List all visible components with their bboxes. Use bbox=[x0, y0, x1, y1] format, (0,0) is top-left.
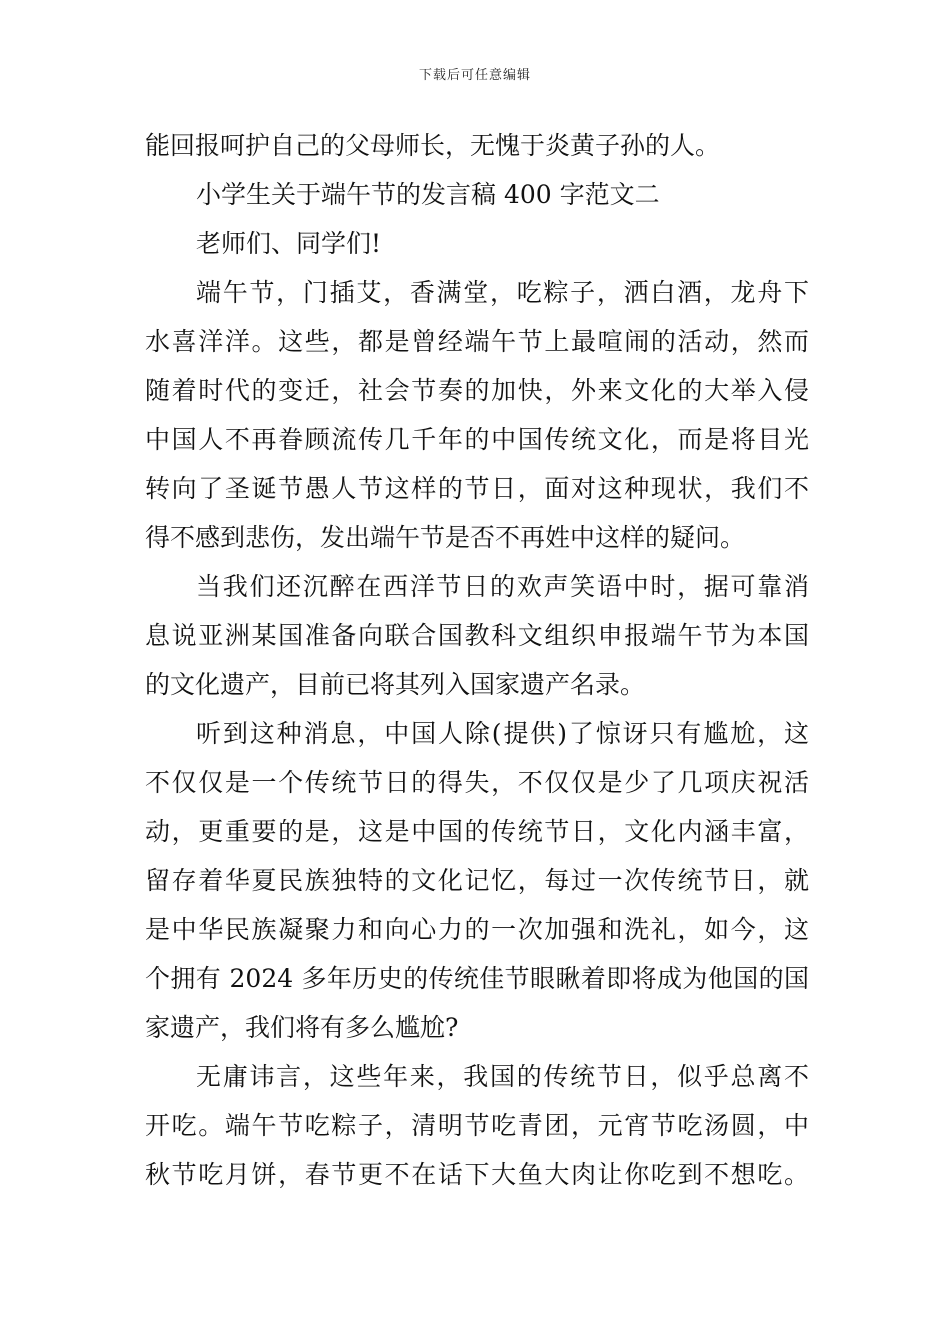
text-line: 留存着华夏民族独特的文化记忆，每过一次传统节日，就 bbox=[145, 866, 809, 895]
text-line: 转向了圣诞节愚人节这样的节日，面对这种现状，我们不 bbox=[145, 474, 809, 503]
text-line: 听到这种消息，中国人除(提供)了惊讶只有尴尬，这 bbox=[196, 719, 809, 748]
text-line: 无庸讳言，这些年来，我国的传统节日，似乎总离不 bbox=[196, 1062, 809, 1091]
text-line: 中国人不再眷顾流传几千年的中国传统文化，而是将目光 bbox=[145, 425, 809, 454]
text-line: 端午节，门插艾，香满堂，吃粽子，洒白酒，龙舟下 bbox=[196, 278, 809, 307]
text-line: 秋节吃月饼，春节更不在话下大鱼大肉让你吃到不想吃。 bbox=[145, 1160, 809, 1189]
text-line: 水喜洋洋。这些，都是曾经端午节上最喧闹的活动，然而 bbox=[145, 327, 809, 356]
page-header: 下载后可任意编辑 bbox=[418, 68, 531, 83]
text-line: 是中华民族凝聚力和向心力的一次加强和洗礼，如今，这 bbox=[145, 915, 809, 944]
text-line: 能回报呵护自己的父母师长，无愧于炎黄子孙的人。 bbox=[145, 131, 721, 160]
text-line: 家遗产，我们将有多么尴尬? bbox=[145, 1013, 459, 1042]
document-body bbox=[145, 121, 809, 1199]
text-line: 得不感到悲伤，发出端午节是否不再姓中这样的疑问。 bbox=[145, 523, 746, 552]
text-line: 的文化遗产，目前已将其列入国家遗产名录。 bbox=[145, 670, 646, 699]
text-line: 不仅仅是一个传统节日的得失，不仅仅是少了几项庆祝活 bbox=[145, 768, 809, 797]
text-line: 动，更重要的是，这是中国的传统节日，文化内涵丰富， bbox=[145, 817, 809, 846]
text-line: 个拥有 2024 多年历史的传统佳节眼瞅着即将成为他国的国 bbox=[145, 964, 809, 993]
text-line: 息说亚洲某国准备向联合国教科文组织申报端午节为本国 bbox=[145, 621, 809, 650]
section-heading: 小学生关于端午节的发言稿 400 字范文二 bbox=[196, 180, 660, 209]
text-line: 随着时代的变迁，社会节奏的加快，外来文化的大举入侵 bbox=[145, 376, 809, 405]
text-line: 当我们还沉醉在西洋节日的欢声笑语中时，据可靠消 bbox=[196, 572, 809, 601]
text-line: 开吃。端午节吃粽子，清明节吃青团，元宵节吃汤圆，中 bbox=[145, 1111, 809, 1140]
salutation: 老师们、同学们! bbox=[196, 229, 382, 258]
